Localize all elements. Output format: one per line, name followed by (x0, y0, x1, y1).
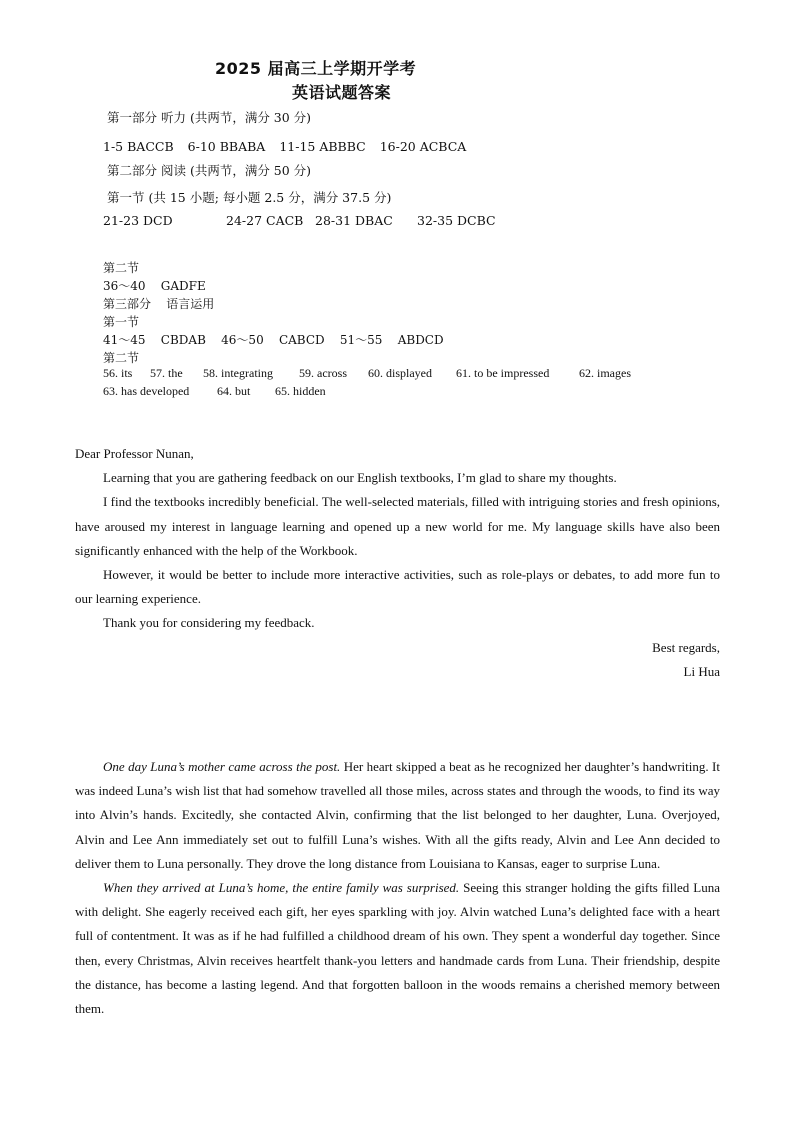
letter-paragraph: I find the textbooks incredibly beneficial. The well-selected materials, filled with intriguing stories and fresh opinions, have aroused my interest in language learning and opened up a new world for me. My language skills have also been significantly enhanced with the help of the Workbook. (75, 494, 720, 558)
letter-salutation: Dear Professor Nunan, (75, 446, 194, 461)
answer-item: 61. to be impressed (456, 366, 550, 380)
story-paragraph (75, 876, 720, 1021)
story-paragraph (75, 755, 720, 876)
answer-group: 28-31 DBAC (315, 213, 393, 228)
answer-item: 57. the (150, 366, 183, 380)
answer-group: 16-20 ACBCA (379, 139, 467, 154)
answer-item: 65. hidden (275, 384, 326, 398)
letter-signature: Li Hua (683, 663, 720, 679)
answer-group: 32-35 DCBC (417, 213, 496, 228)
answer-item: 64. but (217, 384, 251, 398)
answer-item: 60. displayed (368, 366, 432, 380)
story-lead-sentence: When they arrived at Luna’s home, the entire family was surprised. (103, 880, 460, 896)
answer-group: 1-5 BACCB (103, 139, 174, 154)
answer-group: 6-10 BBABA (187, 139, 266, 154)
language-use-section1-answers: 41～45 CBDAB 46～50 CABCD 51～55 ABDCD (103, 333, 444, 347)
reading-section2-answers: 36～40 GADFE (103, 279, 206, 293)
reading-heading: 第二部分 阅读 (共两节，满分 50 分) (107, 163, 312, 178)
letter-closing: Best regards, (652, 639, 720, 655)
language-use-section2-heading: 第二节 (103, 351, 140, 365)
reading-section2-heading: 第二节 (103, 261, 140, 275)
answer-item: 63. has developed (103, 384, 190, 398)
answer-item: 56. its (103, 366, 133, 380)
page-subtitle: 英语试题答案 (292, 83, 392, 102)
reading-section1-heading: 第一节 (共 15 小题; 每小题 2.5 分，满分 37.5 分) (107, 190, 392, 205)
answer-group: 24-27 CACB (226, 213, 304, 228)
story-lead-sentence: One day Luna’s mother came across the post. (103, 759, 341, 774)
listening-answers (103, 139, 480, 154)
answer-group: 21-23 DCD (103, 213, 173, 228)
model-letter (75, 442, 720, 684)
answer-item: 59. across (299, 366, 347, 380)
letter-paragraph: Thank you for considering my feedback. (103, 615, 315, 631)
language-use-section1-heading: 第一节 (103, 315, 140, 329)
story-text: Her heart skipped a beat as he recognized her daughter’s handwriting. It was indeed Luna’s wish list that had somehow travelled all those miles, across states and through the woods, to find its way into Alvin’s hands. Excitedly, she contacted Alvin, confirming that the list belonged to her daughter, Luna. Overjoyed, Alvin and Lee Ann immediately set out to fulfill Luna’s wishes. With all the gifts ready, Alvin and Lee Ann decided to deliver them to Luna personally. They drove the long distance from Louisiana to Kansas, eager to surprise Luna. (75, 759, 720, 871)
letter-paragraph: However, it would be better to include more interactive activities, such as role-plays or debates, to add more fun to our learning experience. (75, 567, 720, 607)
continuation-story (75, 755, 720, 1021)
story-text: Seeing this stranger holding the gifts filled Luna with delight. She eagerly received each gift, her eyes sparkling with joy. Alvin watched Luna’s delighted face with a heart full of contentment. It was as if he had fulfilled a childhood dream of his own. They spent a wonderful day together. Since then, every Christmas, Alvin receives heartfelt thank-you letters and handmade cards from Luna. Their friendship, despite the distance, has become a lasting legend. And that forgotten balloon in the woods remains a cherished memory between them. (75, 880, 720, 1017)
language-use-heading: 第三部分 语言运用 (103, 297, 215, 311)
listening-heading: 第一部分 听力 (共两节，满分 30 分) (107, 110, 312, 125)
page-title: 2025 届高三上学期开学考 (215, 59, 417, 78)
letter-paragraph: Learning that you are gathering feedback on our English textbooks, I’m glad to share my thoughts. (103, 470, 617, 486)
answer-item: 58. integrating (203, 366, 273, 380)
answer-item: 62. images (579, 366, 631, 380)
answer-group: 11-15 ABBBC (279, 139, 366, 154)
